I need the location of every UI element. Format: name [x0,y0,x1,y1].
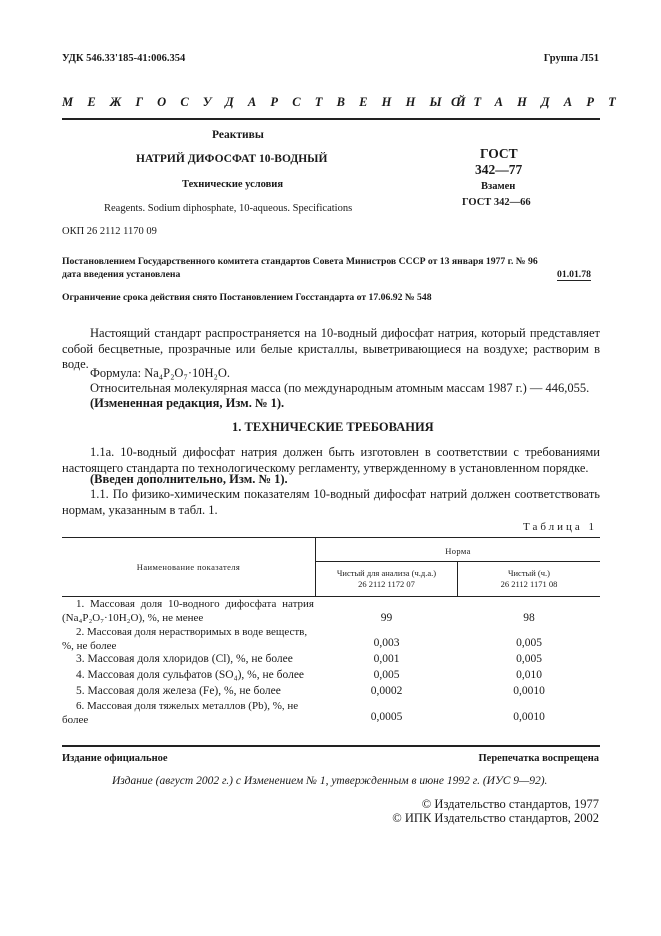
table-row-5-a: 0,0002 [370,685,403,697]
clause-1-1a: 1.1а. 10-водный дифосфат натрия должен быть изготовлен в соответствии с требованиями настоящего стандарта по технологическому регламенту, утвержденному в установленном порядке. [62,445,600,475]
banner-rule [62,118,600,120]
section-heading: 1. ТЕХНИЧЕСКИЕ ТРЕБОВАНИЯ [232,420,434,434]
table-row-1-a: 99 [380,612,393,624]
intro-paragraph: Настоящий стандарт распространяется на 10-водный дифосфат натрия, который представляет собой бесцветные, прозрачные или белые кристаллы, выветривающиеся на воздухе; растворим в воде. [62,326,600,371]
decree-date: 01.01.78 [557,269,591,280]
clause-1-1: 1.1. По физико-химическим показателям 10-водный дифосфат натрий должен соответствовать нормам, указанным в табл. 1. [62,487,600,517]
col-b-header: Чистый (ч.) 26 2112 1171 08 [500,568,558,589]
decree-line2: дата введения установлена [62,269,181,280]
table-top-rule [62,537,600,538]
replaces-value: ГОСТ 342—66 [462,197,531,208]
replaces-label: Взамен [481,181,516,192]
gost-number: 342—77 [475,162,523,177]
table-row-3-name: 3. Массовая доля хлоридов (Cl), %, не более [76,653,293,665]
gost-label: ГОСТ [480,146,518,161]
amendment-note: (Измененная редакция, Изм. № 1). [90,396,285,410]
official-edition: Издание официальное [62,753,168,764]
table-row-4-name: 4. Массовая доля сульфатов (SO₄), %, не более [76,669,305,681]
reprint-notice: Перепечатка воспрещена [478,753,599,764]
table-row-3-b: 0,005 [516,653,542,665]
edition-note: Издание (август 2002 г.) с Изменением № 1, утвержденным в июне 1992 г. (ИУС 9—92). [112,775,548,787]
english-title: Reagents. Sodium diphosphate, 10-aqueous. Specifications [104,203,353,214]
decree-line1: Постановлением Государственного комитета стандартов Совета Министров СССР от 13 января 1977 г. № 96 [62,256,538,267]
molecular-mass: Относительная молекулярная масса (по международным атомным массам 1987 г.) — 446,055. [90,381,590,395]
table-row-5-name: 5. Массовая доля железа (Fe), %, не более [76,685,281,697]
table-row-4-b: 0,010 [516,669,542,681]
copyright-2002: © ИПК Издательство стандартов, 2002 [392,811,599,825]
udk-code: УДК 546.33'185-41:006.354 [62,53,186,64]
table-head-rule [62,596,600,597]
col-a-header: Чистый для анализа (ч.д.а.) 26 2112 1172 07 [336,568,437,589]
col-name-header: Наименование показателя [136,562,241,572]
table-row-3-a: 0,001 [373,653,400,665]
category: Реактивы [212,129,264,141]
table-row-5-b: 0,0010 [513,685,545,697]
formula-line: Формула: Na₄P₂O₇·10H₂O. [90,366,231,380]
table-row-2-a: 0,003 [373,637,400,649]
table-row-6-a: 0,0005 [370,711,403,723]
table-row-4-a: 0,005 [373,669,400,681]
document-title: НАТРИЙ ДИФОСФАТ 10-ВОДНЫЙ [136,153,328,165]
group-code: Группа Л51 [543,53,599,64]
col-norm-header: Норма [445,546,471,556]
copyright-1977: © Издательство стандартов, 1977 [421,797,599,811]
added-note: (Введен дополнительно, Изм. № 1). [90,472,288,486]
document-subtitle: Технические условия [182,179,284,190]
table-caption: Таблица 1 [523,521,598,533]
okp-code: ОКП 26 2112 1170 09 [62,226,157,237]
banner-left: МЕЖГОСУДАРСТВЕННЫЙ [62,95,480,109]
table-row-6-name: 6. Массовая доля тяжелых металлов (Pb), %, не более [62,700,299,726]
limit-note: Ограничение срока действия снято Постановлением Госстандарта от 17.06.92 № 548 [62,292,432,303]
table-row-1-b: 98 [523,612,535,624]
banner-right: СТАНДАРТ [451,95,630,109]
table-row-6-b: 0,0010 [513,711,545,723]
footer-rule [62,745,600,747]
table-row-1-name: 1. Массовая доля 10-водного дифосфата натрия (Na₄P₂O₇·10H₂O), %, не менее [62,598,314,624]
formula: Na₄P₂O₇·10H₂O. [144,366,231,380]
table-row-2-b: 0,005 [516,637,542,649]
table-row-2-name: 2. Массовая доля нерастворимых в воде веществ, %, не более [62,626,308,652]
